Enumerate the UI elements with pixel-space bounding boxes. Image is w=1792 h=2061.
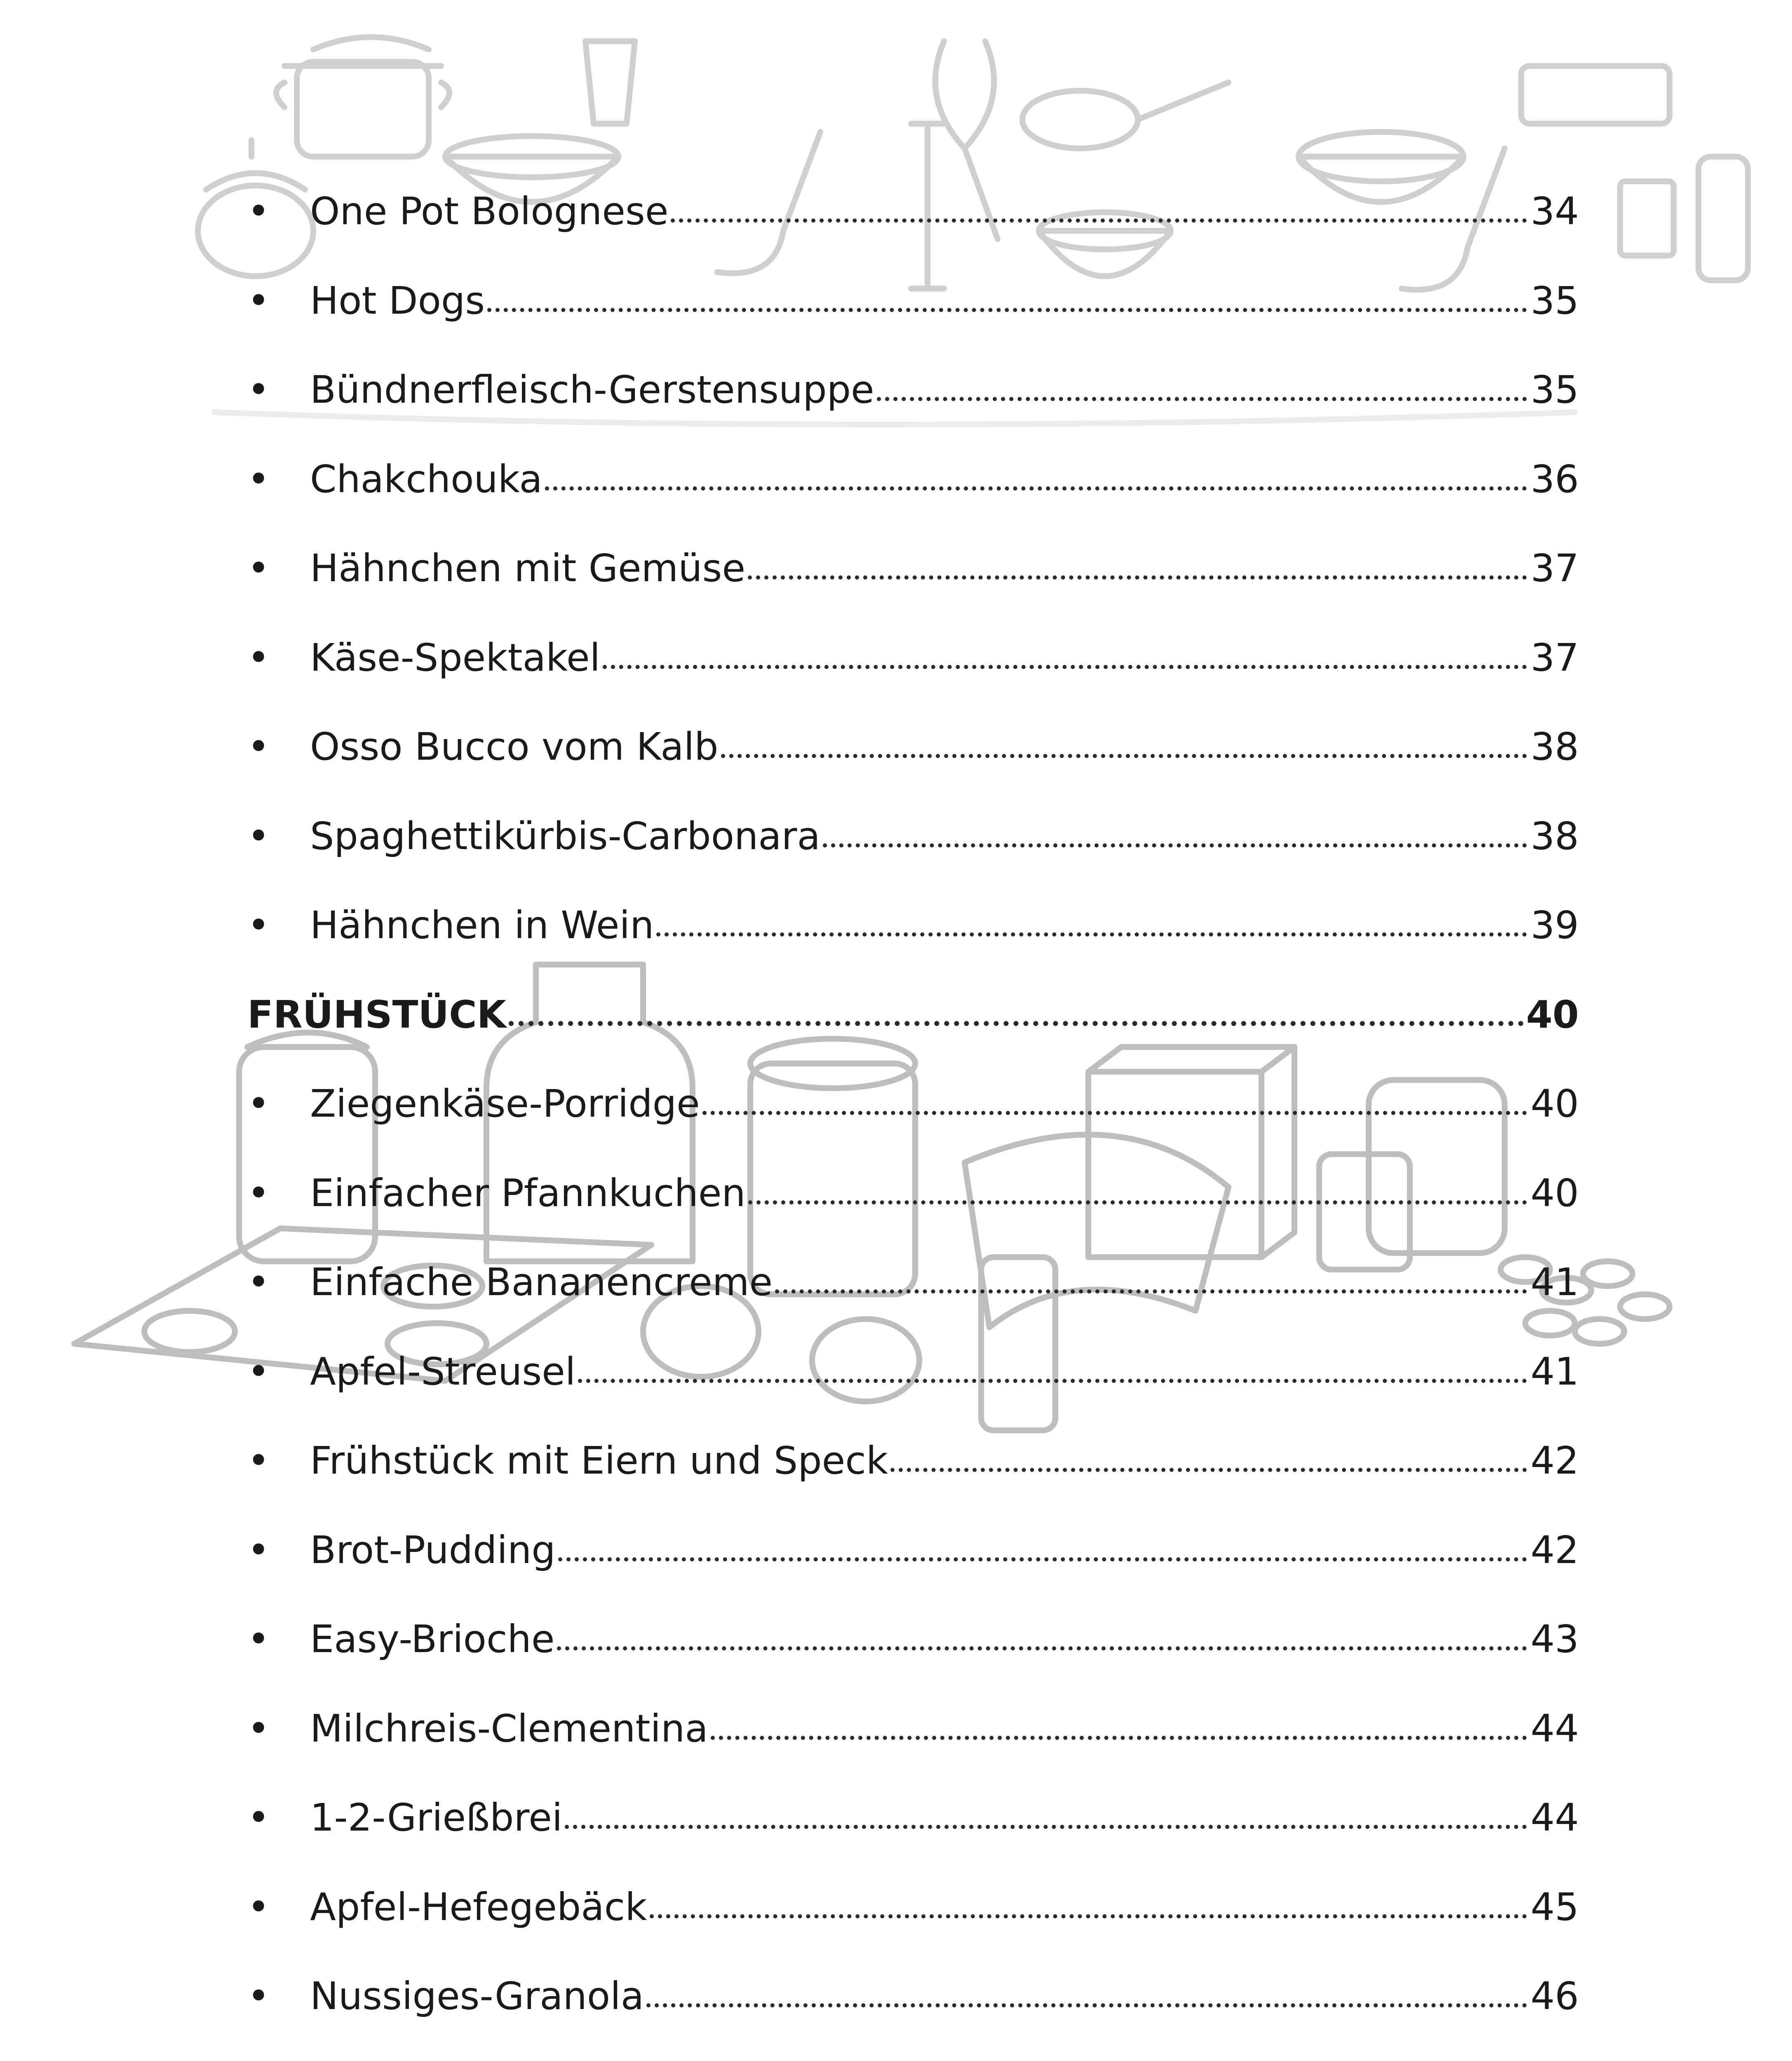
dot-leader xyxy=(578,1379,1527,1383)
toc-entry-title: Frühstück mit Eiern und Speck xyxy=(310,1439,888,1483)
toc-entry-title xyxy=(310,2041,753,2061)
toc-entry-page: 36 xyxy=(1530,457,1579,501)
bullet-icon: • xyxy=(247,1349,270,1394)
dot-leader xyxy=(748,1200,1527,1204)
dot-leader xyxy=(558,1557,1527,1561)
toc-entry-title: FRÜHSTÜCK xyxy=(247,992,506,1037)
bullet-icon: • xyxy=(247,368,270,412)
bullet-icon: • xyxy=(247,1974,270,2018)
toc-entry[interactable] xyxy=(247,1327,1579,1417)
toc-entry[interactable] xyxy=(247,702,1579,792)
bullet-icon: • xyxy=(247,814,270,858)
toc-entry-title: 1-2-Grießbrei xyxy=(310,1796,563,1840)
toc-entry-page: 40 xyxy=(1526,992,1579,1037)
bullet-icon: • xyxy=(247,546,270,590)
toc-entry-title: Apfel-Streusel xyxy=(310,1349,576,1394)
calculator-icon xyxy=(1620,181,1674,256)
toc-entry-title: Nussiges-Granola xyxy=(310,1974,644,2018)
toc-entry[interactable] xyxy=(247,792,1579,881)
dot-leader xyxy=(545,486,1527,491)
dot-leader xyxy=(775,1289,1527,1293)
toc-entry-title: Apfel-Hefegebäck xyxy=(310,1885,647,1929)
toc-entry-title: Hähnchen mit Gemüse xyxy=(310,546,746,590)
toc-entry[interactable] xyxy=(247,256,1579,346)
bullet-icon: • xyxy=(247,278,270,323)
bullet-icon: • xyxy=(247,1528,270,1572)
toc-entry-title: Einfache Bananencreme xyxy=(310,1260,773,1304)
toc-entry-page: 35 xyxy=(1530,368,1579,412)
toc-entry-title: Brot-Pudding xyxy=(310,1528,556,1572)
toc-entry-page: 37 xyxy=(1530,546,1579,590)
glass-icon xyxy=(585,41,635,124)
dot-leader xyxy=(823,843,1527,847)
toc-entry-page: 42 xyxy=(1530,1528,1579,1572)
toc-entry-page: 46 xyxy=(1530,1974,1579,2018)
bullet-icon: • xyxy=(247,457,270,501)
bullet-icon: • xyxy=(247,1082,270,1126)
toc-entry-page: 39 xyxy=(1530,903,1579,947)
toc-entry[interactable] xyxy=(247,1952,1579,2041)
dot-leader xyxy=(877,397,1527,401)
toc-entry-page: 44 xyxy=(1530,1706,1579,1751)
toc-entry-page: 42 xyxy=(1530,1439,1579,1483)
dot-leader xyxy=(748,575,1527,580)
toc-entry-page xyxy=(1529,2041,1579,2061)
toc-entry-page: 45 xyxy=(1530,1885,1579,1929)
toc-entry[interactable] xyxy=(247,1684,1579,1774)
bullet-icon: • xyxy=(247,1260,270,1304)
dot-leader xyxy=(650,1914,1527,1918)
toc-entry-page: 38 xyxy=(1530,814,1579,858)
toc-entry-page: 43 xyxy=(1530,1617,1579,1661)
toc-entry-title: One Pot Bolognese xyxy=(310,189,669,233)
toc-entry[interactable] xyxy=(247,1863,1579,1952)
bullet-icon: • xyxy=(247,1617,270,1661)
toc-entry-title: Hähnchen in Wein xyxy=(310,903,654,947)
pan-icon xyxy=(1022,82,1228,148)
toc-entry[interactable] xyxy=(247,1773,1579,1863)
toc-entry[interactable] xyxy=(247,1149,1579,1238)
toc-entry-title: Einfacher Pfannkuchen xyxy=(310,1171,746,1215)
toc-entry-title: Easy-Brioche xyxy=(310,1617,555,1661)
toc-section-heading[interactable] xyxy=(247,970,1579,1060)
toc-entry-page: 38 xyxy=(1530,725,1579,769)
toc-entry[interactable] xyxy=(247,881,1579,970)
dot-leader xyxy=(487,308,1527,312)
bullet-icon: • xyxy=(247,1706,270,1751)
toc-entry-title: Spaghettikürbis-Carbonara xyxy=(310,814,820,858)
toc-entry[interactable] xyxy=(247,1416,1579,1506)
toc-entry-page: 41 xyxy=(1530,1260,1579,1304)
grater-icon xyxy=(1698,157,1748,280)
table-of-contents xyxy=(247,167,1579,2061)
dot-leader xyxy=(603,665,1527,669)
bullet-icon: • xyxy=(247,189,270,233)
toc-entry[interactable] xyxy=(247,1595,1579,1684)
bullet-icon: • xyxy=(247,1171,270,1215)
dot-leader xyxy=(702,1111,1527,1115)
toc-entry-title: Ziegenkäse-Porridge xyxy=(310,1082,700,1126)
dot-leader xyxy=(557,1646,1527,1650)
toc-entry-title: Hot Dogs xyxy=(310,278,485,323)
dot-leader xyxy=(565,1825,1527,1829)
toc-entry[interactable] xyxy=(247,1238,1579,1327)
toc-entry-page: 40 xyxy=(1530,1082,1579,1126)
pot-icon xyxy=(276,37,449,157)
toc-entry-title: Osso Bucco vom Kalb xyxy=(310,725,719,769)
toc-entry-page: 40 xyxy=(1530,1171,1579,1215)
toc-entry-page: 37 xyxy=(1530,635,1579,680)
bullet-icon: • xyxy=(247,725,270,769)
dot-leader xyxy=(509,1021,1524,1026)
toc-entry-title: Chakchouka xyxy=(310,457,543,501)
toc-entry[interactable] xyxy=(247,1059,1579,1149)
toc-entry[interactable] xyxy=(247,524,1579,613)
bullet-icon: • xyxy=(247,1796,270,1840)
toc-entry-title: Milchreis-Clementina xyxy=(310,1706,708,1751)
toc-entry-page: 34 xyxy=(1530,189,1579,233)
bullet-icon: • xyxy=(247,1885,270,1929)
bullet-icon: • xyxy=(247,635,270,680)
toc-entry-title: Bündnerfleisch-Gerstensuppe xyxy=(310,368,874,412)
dot-leader xyxy=(671,218,1527,223)
bullet-icon: • xyxy=(247,1439,270,1483)
cake-tin-icon xyxy=(1521,66,1670,124)
bullet-icon xyxy=(247,2041,310,2061)
toc-entry[interactable] xyxy=(247,435,1579,524)
toc-entry[interactable] xyxy=(247,1506,1579,1595)
dot-leader xyxy=(646,2003,1527,2007)
toc-entry-page: 41 xyxy=(1530,1349,1579,1394)
dot-leader xyxy=(656,932,1527,937)
toc-entry[interactable] xyxy=(247,613,1579,703)
toc-entry-title: Käse-Spektakel xyxy=(310,635,601,680)
dot-leader xyxy=(711,1736,1527,1740)
toc-entry-page: 44 xyxy=(1530,1796,1579,1840)
dot-leader xyxy=(721,754,1527,758)
bullet-icon: • xyxy=(247,903,270,947)
dot-leader xyxy=(890,1468,1527,1472)
toc-entry[interactable] xyxy=(247,345,1579,435)
toc-entry[interactable] xyxy=(247,2041,1579,2061)
toc-entry[interactable] xyxy=(247,167,1579,256)
toc-entry-page: 35 xyxy=(1530,278,1579,323)
